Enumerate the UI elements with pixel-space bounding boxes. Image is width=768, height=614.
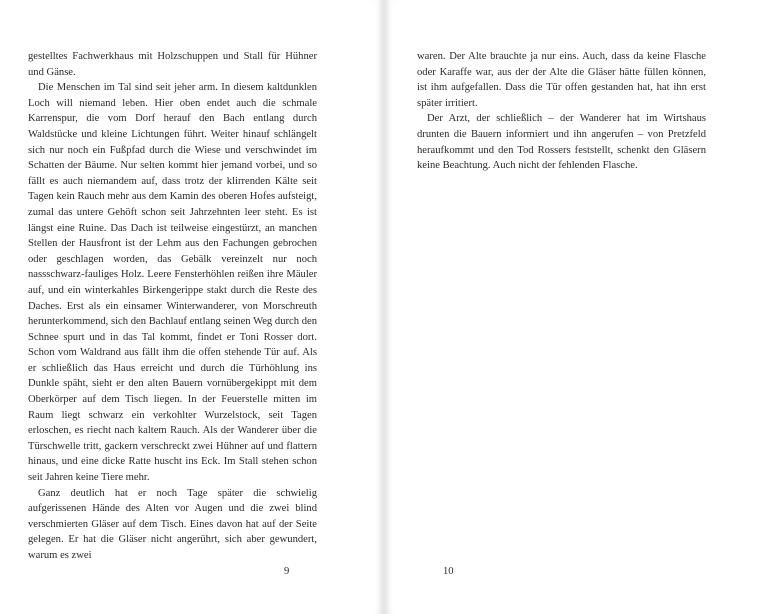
page-number: 9 [284,566,290,577]
paragraph: Der Arzt, der schließlich – der Wanderer hat im Wirtshaus drunten die Bauern informiert und ihn angerufen – von Pretzfeld heraufkommt und den Tod Rossers feststellt, schenkt den Gläsern keine Beachtung. Auch nicht der fehlenden Flasche. [417,113,706,172]
left-page [0,0,382,614]
paragraph: Die Menschen im Tal sind seit jeher arm. In diesem kaltdunklen Loch will niemand leben. Hier oben endet auch die schmale Karrenspur, die vom Dorf herauf den Bach entlang durch Waldstücke und kleine Lichtungen führt. Weiter hinauf schlängelt sich nur noch ein Fußpfad durch die Wiese und verschwindet im Schatten der Bäume. Nur selten kommt hier jemand vorbei, und so fällt es auch niemandem auf, dass trotz der klirrenden Kälte seit Tagen kein Rauch mehr aus dem Kamin des oberen Hofes aufsteigt, zumal das untere Gehöft schon seit Jahrzehnten leer steht. Es ist längst eine Ruine. Das Dach ist teilweise eingestürzt, an manchen Stellen der Hausfront ist der Lehm aus den Fachungen gebrochen oder geschlagen worden, das Gebälk vereinzelt nur noch nassschwarz-fauliges Holz. Leere Fensterhöhlen reißen ihre Mäuler auf, und ein winterkahles Birkengerippe stakt durch die Reste des Daches. Erst als ein einsamer Winterwanderer, von Morschreuth herunterkommend, sich den Bachlauf entlang seinen Weg durch den Schnee spurt und in das Tal kommt, findet er Toni Rosser dort. Schon vom Waldrand aus fällt ihm die offen stehende Tür auf. Als er schließlich das Haus erreicht und durch die Türhöhlung ins Dunkle späht, sieht er den alten Bauern vornübergekippt mit dem Oberkörper auf dem Tisch liegen. In der Feuerstelle mitten im Raum liegt schwarz ein verkohlter Wurzelstock, seit Tagen erloschen, es riecht nach kaltem Rauch. Als der Wanderer über die Türschwelle tritt, gackern verschreckt zwei Hühner auf und flattern hinaus, und eine dicke Ratte huscht ins Eck. Im Stall stehen schon seit Jahren keine Tiere mehr. [28,82,317,484]
right-page [386,0,768,614]
paragraph: Ganz deutlich hat er noch Tage später die schwielig aufgerissenen Hände des Alten vor Augen und die zwei blind verschmierten Gläser auf dem Tisch. Eines davon hat auf der Seite gelegen. Er hat die Gläser nicht angerührt, sich aber gewundert, warum es zwei [28,487,317,561]
left-page-text [28,49,317,564]
paragraph: gestelltes Fachwerkhaus mit Holzschuppen und Stall für Hühner und Gänse. [28,51,317,78]
right-page-text [417,49,706,174]
page-number: 10 [443,566,454,577]
paragraph: waren. Der Alte brauchte ja nur eins. Auch, dass da keine Flasche oder Karaffe war, aus der der Alte die Gläser hätte füllen können, ist ihm aufgefallen. Dass die Tür offen gestanden hat, hat ihn erst später irritiert. [417,51,706,109]
